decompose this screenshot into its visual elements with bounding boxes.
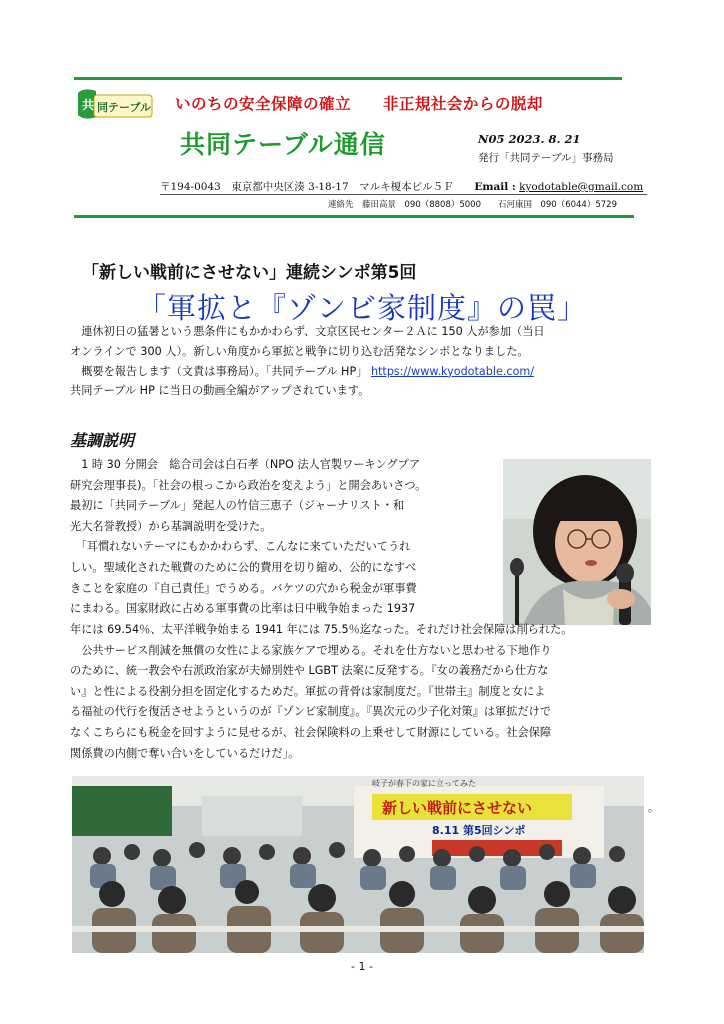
event-photo bbox=[72, 776, 644, 953]
intro-line-3-text: 概要を報告します（文責は事務局）。「共同テーブル HP」 bbox=[70, 364, 368, 378]
speaker-photo-graphic bbox=[503, 459, 651, 625]
motto-left: いのちの安全保障の確立 bbox=[175, 95, 352, 113]
banner-main-text: 新しい戦前にさせない bbox=[382, 799, 533, 817]
headline: 「軍拡と『ゾンビ家制度』の罠」 bbox=[136, 291, 587, 325]
page-number: - 1 - bbox=[351, 960, 373, 973]
section-heading: 基調説明 bbox=[70, 431, 135, 450]
masthead-bottom-rule bbox=[74, 215, 634, 218]
address-underline bbox=[160, 194, 647, 195]
keynote-line: 「耳慣れないテーマにもかかわらず、こんなに来ていただいてうれ bbox=[70, 540, 411, 554]
body-line: なくこちらにも税金を回すように見せるが、社会保険料の上乗せして財源にしている。社会保障 bbox=[70, 725, 552, 739]
logo-graphic bbox=[74, 87, 156, 121]
contact-info: 連絡先 藤田高景 090（8808）5000 石河康国 090（6044）5729 bbox=[328, 200, 617, 210]
issue-info: N05 2023. 8. 21 bbox=[478, 132, 581, 146]
banner-top-text: 岐子が春下の家に立ってみた bbox=[372, 779, 476, 788]
event-photo-graphic bbox=[72, 776, 644, 953]
intro-line-3 bbox=[70, 362, 660, 382]
keynote-line: 光大名誉教授）から基調説明を受けた。 bbox=[70, 519, 272, 533]
body-line: 公共サービス削減を無償の女性による家族ケアで埋める。それを仕方ないと思わせる下地作り bbox=[70, 643, 552, 657]
speaker-photo bbox=[503, 459, 651, 625]
keynote-line: 最初に「共同テーブル」発起人の竹信三恵子（ジャーナリスト・和 bbox=[70, 499, 405, 513]
intro-paragraph bbox=[70, 322, 660, 401]
main-text bbox=[70, 620, 660, 764]
address-line bbox=[160, 179, 643, 194]
svg-text:共: 共 bbox=[82, 98, 95, 112]
masthead-top-rule bbox=[74, 77, 622, 80]
body-line: 年には 69.54％、太平洋戦争始まる 1941 年には 75.5％迄なった。それだけ社会保障は削られた。 bbox=[70, 623, 573, 636]
intro-line-1: 連休初日の猛暑という悪条件にもかかわらず、文京区民センター２Ａに 150 人が参加（当日 bbox=[70, 325, 545, 338]
keynote-line: しい。聖域化された戦費のために公的費用を切り縮め、公的になすべ bbox=[70, 560, 417, 574]
svg-text:同テーブル: 同テーブル bbox=[97, 101, 152, 114]
keynote-line: 1 時 30 分開会 総合司会は白石孝（NPO 法人官製ワーキングプア bbox=[70, 458, 421, 471]
body-line: のために、統一教会や右派政治家が夫婦別姓や LGBT 法案に反発する。『女の義務だから仕方な bbox=[70, 664, 549, 678]
intro-line-2: オンラインで 300 人）。新しい角度から軍拡と戦争に切り込む活発なシンポとなりました。 bbox=[70, 344, 529, 358]
keynote-text bbox=[70, 455, 500, 620]
motto-right: 非正規社会からの脱却 bbox=[382, 95, 543, 113]
email-link[interactable]: kyodotable@gmail.com bbox=[519, 181, 644, 193]
postal-address: 〒194-0043 東京都中央区湊 3-18-17 マルキ榎本ビル５Ｆ bbox=[160, 181, 454, 193]
publisher: 発行「共同テーブル」事務局 bbox=[478, 152, 614, 164]
banner-sub-text: 8.11 第5回シンポ bbox=[432, 824, 526, 837]
logo bbox=[74, 87, 156, 121]
keynote-line: きことを家庭の『自己責任』でうめる。バケツの穴から税金が軍事費 bbox=[70, 581, 417, 595]
email-label: Email : bbox=[474, 181, 516, 193]
newsletter-name: 共同テーブル通信 bbox=[180, 130, 386, 159]
masthead-motto bbox=[175, 92, 543, 114]
body-line: い』と性による役割分担を固定化するためだ。軍拡の背骨は家制度だ。『世帯主』制度と女によ bbox=[70, 684, 546, 698]
body-line: 関係費の内側で奪い合いをしているだけだ」。 bbox=[70, 746, 300, 760]
intro-line-4: 共同テーブル HP に当日の動画全編がアップされています。 bbox=[70, 384, 370, 398]
keynote-line: にまわる。国家財政に占める軍事費の比率は日中戦争始まった 1937 bbox=[70, 602, 416, 616]
keynote-line: 研究会理事長)。「社会の根っこから政治を変えよう」と開会あいさつ。 bbox=[70, 478, 427, 492]
series-title: 「新しい戦前にさせない」連続シンポ第5回 bbox=[82, 263, 417, 283]
body-line: る福祉の代行を復活させようというのが『ゾンビ家制度』。『異次元の少子化対策』は軍拡だけで bbox=[70, 705, 552, 719]
stray-mark: 。 bbox=[648, 801, 659, 814]
website-link[interactable]: https://www.kyodotable.com/ bbox=[370, 364, 535, 378]
